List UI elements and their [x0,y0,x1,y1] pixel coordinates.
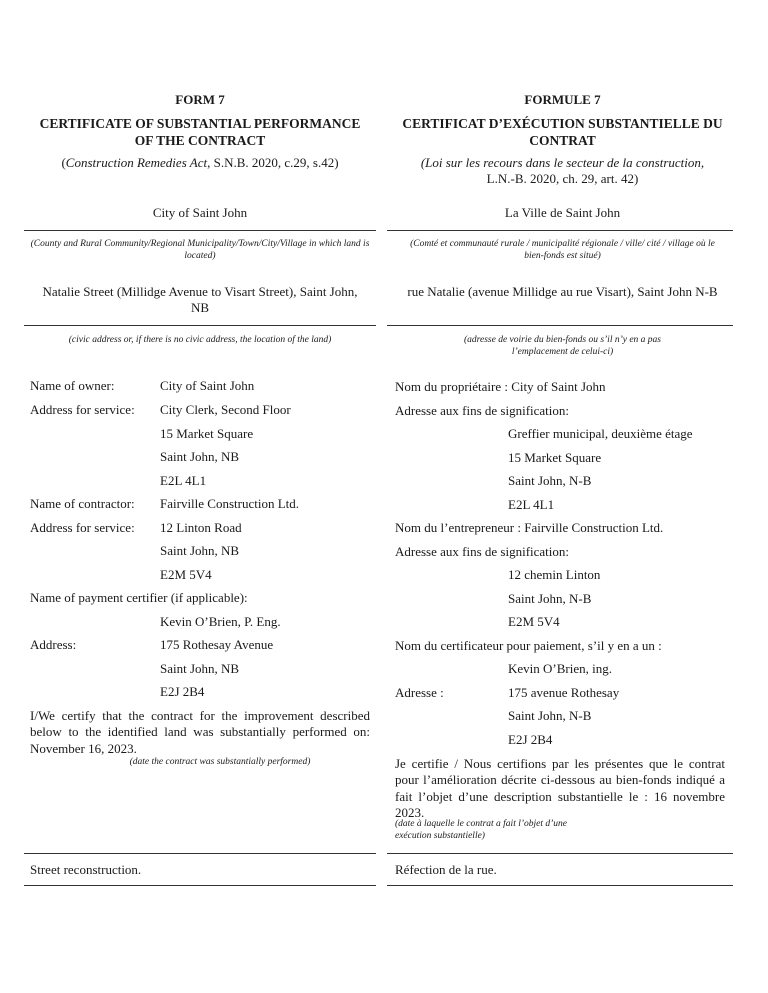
certifier-value: Kevin O’Brien, P. Eng. [160,614,281,629]
contractor-address-line: Saint John, N-B [508,591,592,606]
act-reference: L.N.-B. 2020, ch. 29, art. 42) [486,171,639,187]
act-citation: (Construction Remedies Act, S.N.B. 2020, c.29, s.42) [61,155,339,170]
owner-address-line: E2L 4L1 [508,497,555,512]
certifier-label: Name of payment certifier (if applicable): [30,590,248,605]
act-reference: , S.N.B. 2020, c.29, s.42) [207,155,339,170]
certifier-address-line: Saint John, N-B [508,708,592,723]
address-caption: (civic address or, if there is no civic address, the location of the land) [68,335,332,345]
english-column [30,0,370,993]
owner-address-line: 15 Market Square [508,450,602,465]
municipality: City of Saint John [152,205,248,220]
service-label: Address for service: [30,402,135,417]
contractor-line: Nom du l’entrepreneur : Fairville Construction Ltd. [395,520,664,535]
contractor-service-line: Adresse aux fins de signification: [395,544,570,559]
owner-value: City of Saint John [160,378,255,393]
improvement-description: Street reconstruction. [30,862,142,877]
form-label: FORMULE 7 [524,92,601,107]
address-caption: (adresse de voirie du bien-fonds ou s’il n’y en a pas l’emplacement de celui-ci) [464,335,661,358]
divider [24,885,376,886]
act-citation [395,155,730,188]
certifier-address-line: E2J 2B4 [160,684,205,699]
form-title: CERTIFICAT D’EXÉCUTION SUBSTANTIELLE DU CONTRAT [402,116,723,148]
certifier-address-line: 175 avenue Rothesay [508,685,620,700]
form-label: FORM 7 [175,92,225,107]
date-caption: (date à laquelle le contrat a fait l’objet d’une exécution substantielle) [395,819,568,842]
contractor-address-line: E2M 5V4 [160,567,212,582]
act-name: (Loi sur les recours dans le secteur de la construction, [420,155,705,170]
contractor-address-line: 12 chemin Linton [508,567,601,582]
land-address: rue Natalie (avenue Millidge au rue Visart), Saint John N-B [407,284,718,299]
form-title: CERTIFICATE OF SUBSTANTIAL PERFORMANCE OF THE CONTRACT [39,116,361,148]
owner-address-line: 15 Market Square [160,426,254,441]
contractor-label: Name of contractor: [30,496,135,511]
act-name: Construction Remedies Act [65,155,208,170]
certifier-value: Kevin O’Brien, ing. [508,661,612,676]
certifier-address-line: 175 Rothesay Avenue [160,637,274,652]
owner-label: Name of owner: [30,378,115,393]
divider [24,230,376,231]
certification-statement: Je certifie / Nous certifions par les présentes que le contrat pour l’amélioration décrite ci-dessous au bien-fonds indiqué a fait l’objet d’une description substantielle le : 16 novembre 2023. [395,756,725,820]
certifier-address-label: Adresse : [395,685,444,700]
municipality-caption: (Comté et communauté rurale / municipalité régionale / ville/ cité / village où le bien-fonds est situé) [410,239,715,262]
certifier-address-line: E2J 2B4 [508,732,553,747]
owner-address-line: City Clerk, Second Floor [160,402,291,417]
divider [24,325,376,326]
owner-address-line: Saint John, NB [160,449,240,464]
certification-statement: I/We certify that the contract for the improvement described below to the identified land was substantially performed on: November 16, 2023. [30,708,370,756]
date-caption: (date the contract was substantially performed) [129,757,311,767]
owner-line: Nom du propriétaire : City of Saint John [395,379,606,394]
divider [387,230,733,231]
municipality: La Ville de Saint John [504,205,621,220]
owner-address-line: Greffier municipal, deuxième étage [508,426,693,441]
french-column [395,0,730,993]
improvement-description: Réfection de la rue. [395,862,497,877]
divider [387,885,733,886]
contractor-value: Fairville Construction Ltd. [160,496,300,511]
contractor-service-label: Address for service: [30,520,135,535]
divider [387,325,733,326]
certifier-line: Nom du certificateur pour paiement, s’il y en a un : [395,638,662,653]
owner-address-line: E2L 4L1 [160,473,207,488]
land-address: Natalie Street (Millidge Avenue to Visart Street), Saint John, NB [42,284,358,316]
service-line: Adresse aux fins de signification: [395,403,570,418]
contractor-address-line: 12 Linton Road [160,520,242,535]
municipality-caption: (County and Rural Community/Regional Municipality/Town/City/Village in which land is located) [30,239,370,262]
owner-address-line: Saint John, N-B [508,473,592,488]
divider [387,853,733,854]
contractor-address-line: E2M 5V4 [508,614,560,629]
contractor-address-line: Saint John, NB [160,543,240,558]
certifier-address-label: Address: [30,637,77,652]
divider [24,853,376,854]
certifier-address-line: Saint John, NB [160,661,240,676]
